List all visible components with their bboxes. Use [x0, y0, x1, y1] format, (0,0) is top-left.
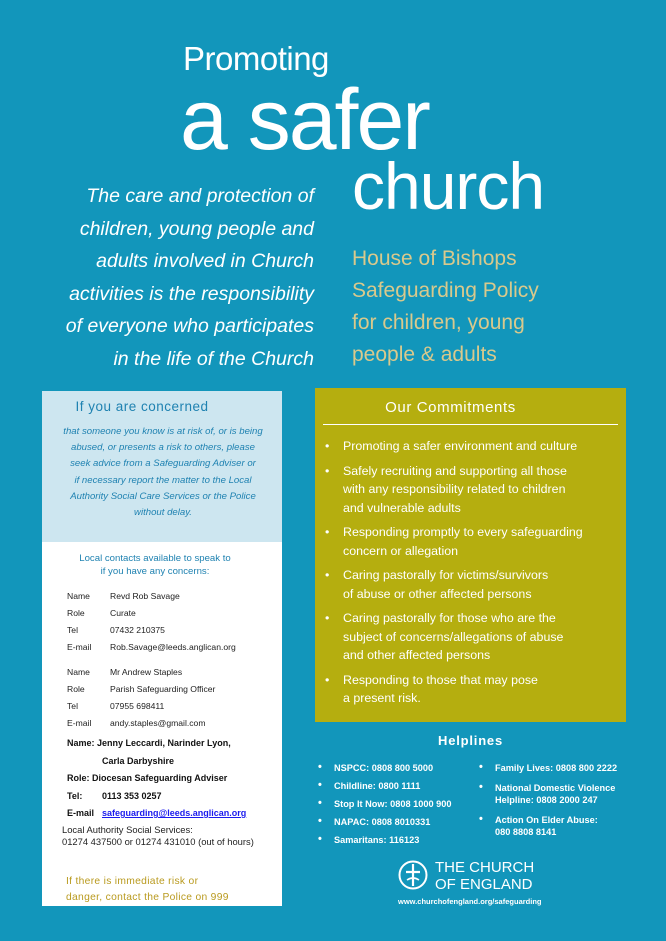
policy-line: House of Bishops	[352, 247, 517, 270]
commitment-line: with any responsibility related to children	[343, 482, 566, 496]
contact-label: Role	[67, 684, 85, 694]
contact-label: Name	[67, 591, 90, 601]
contact-value: 07955 698411	[110, 701, 165, 711]
helpline-item	[318, 762, 488, 774]
commitment-line: Safely recruiting and supporting all those	[343, 463, 567, 478]
bullet-icon: •	[479, 761, 483, 773]
contact-row	[67, 805, 281, 823]
commitments-title: Our Commitments	[385, 399, 516, 416]
concern-line: Authority Social Care Services or the Police	[70, 490, 256, 502]
policy-line: for children, young	[352, 311, 525, 334]
helpline-text: Action On Elder Abuse:	[495, 815, 598, 825]
contact-label: Tel	[67, 625, 78, 635]
policy-line: Safeguarding Policy	[352, 279, 539, 302]
commitment-item	[325, 437, 615, 456]
commitment-line: and other affected persons	[343, 648, 491, 662]
helpline-item	[479, 782, 639, 806]
helpline-text: 080 8808 8141	[495, 827, 557, 837]
concern-line: without delay.	[134, 507, 192, 519]
bullet-icon: •	[325, 463, 330, 478]
contact-role-line: Role: Diocesan Safeguarding Adviser	[67, 773, 228, 783]
commitment-item	[325, 671, 615, 708]
helpline-text: NAPAC: 0808 8010331	[334, 817, 431, 827]
contact-row	[67, 664, 279, 681]
bullet-icon: •	[479, 813, 483, 825]
contact-value: Mr Andrew Staples	[110, 667, 183, 677]
contact-email: Rob.Savage@leeds.anglican.org	[110, 642, 236, 652]
helplines-left-column	[318, 762, 488, 846]
helpline-text: Stop It Now: 0808 1000 900	[334, 799, 452, 809]
concern-text	[52, 424, 274, 521]
contact-email: andy.staples@gmail.com	[110, 718, 206, 728]
local-heading-line: Local contacts available to speak to	[79, 553, 231, 564]
title-promoting: Promoting	[183, 40, 329, 77]
helplines-title: Helplines	[438, 733, 503, 748]
helpline-item	[318, 798, 488, 810]
helpline-text: Helpline: 0808 2000 247	[495, 795, 598, 805]
church-of-england-logo-icon	[398, 858, 428, 892]
safeguarding-url[interactable]: www.churchofengland.org/safeguarding	[398, 897, 542, 906]
bullet-icon: •	[479, 781, 483, 793]
bullet-icon: •	[318, 833, 322, 845]
commitments-divider	[323, 424, 618, 425]
contact-value: Revd Rob Savage	[110, 591, 180, 601]
commitment-line: concern or allegation	[343, 543, 459, 558]
contact-label: E-mail	[67, 642, 92, 652]
contact-value: Parish Safeguarding Officer	[110, 684, 216, 694]
contact-row	[67, 622, 279, 639]
commitment-item	[325, 566, 615, 603]
danger-line: If there is immediate risk or	[66, 876, 199, 887]
bullet-icon: •	[325, 611, 330, 625]
bullet-icon: •	[318, 779, 322, 791]
contact-row	[67, 715, 279, 732]
contact-card-2	[67, 664, 279, 732]
commitment-line: Caring pastorally for victims/survivors	[343, 568, 549, 582]
bullet-icon: •	[325, 568, 330, 582]
la-line: Local Authority Social Services:	[62, 824, 193, 835]
intro-line: adults involved in Church	[96, 250, 314, 272]
helpline-text: Family Lives: 0808 800 2222	[495, 763, 618, 773]
la-line: 01274 437500 or 01274 431010 (out of hours)	[62, 836, 254, 847]
contact-row	[67, 605, 279, 622]
intro-line: children, young people and	[79, 217, 314, 240]
commitments-list	[325, 437, 615, 714]
title-church: church	[352, 149, 545, 223]
contact-label: Tel	[67, 701, 78, 711]
contact-name-line: Name: Jenny Leccardi, Narinder Lyon,	[67, 738, 231, 748]
intro-line: The care and protection of	[86, 185, 314, 207]
bullet-icon: •	[325, 525, 330, 539]
contact-row	[67, 639, 279, 656]
contact-name-line-2: Carla Darbyshire	[102, 755, 175, 766]
concern-line: abused, or presents a risk to others, please	[71, 442, 255, 454]
contact-card-1	[67, 588, 279, 656]
intro-statement	[14, 180, 314, 375]
intro-line: of everyone who participates	[65, 315, 314, 337]
intro-line: in the life of the Church	[113, 347, 314, 370]
helpline-text: National Domestic Violence	[495, 783, 616, 793]
helpline-item	[318, 834, 488, 846]
commitment-item	[325, 462, 615, 518]
helpline-item	[318, 780, 488, 792]
helpline-text: Samaritans: 116123	[334, 835, 420, 845]
contact-value: 07432 210375	[110, 625, 165, 635]
concern-line: if necessary report the matter to the Local	[74, 474, 252, 486]
commitment-line: of abuse or other affected persons	[343, 586, 532, 601]
church-of-england-wordmark	[435, 859, 534, 893]
logo-line: OF ENGLAND	[435, 876, 533, 893]
contact-card-3	[67, 735, 281, 823]
commitment-item	[325, 523, 615, 560]
commitment-line: Caring pastorally for those who are the	[343, 611, 556, 625]
danger-line: danger, contact the Police on 999	[66, 892, 229, 903]
commitment-line: subject of concerns/allegations of abuse	[343, 629, 564, 644]
helpline-item	[479, 762, 639, 774]
policy-line: people & adults	[352, 343, 497, 366]
commitment-line: Responding promptly to every safeguarding	[343, 525, 583, 539]
helpline-text: NSPCC: 0808 800 5000	[334, 763, 434, 773]
concern-title: If you are concerned	[75, 399, 209, 414]
helpline-item	[479, 814, 639, 838]
commitment-line: Promoting a safer environment and culture	[343, 439, 578, 453]
bullet-icon: •	[318, 761, 322, 773]
contact-row	[67, 588, 279, 605]
contact-label: Role	[67, 608, 85, 618]
bullet-icon: •	[318, 815, 322, 827]
title-a-safer: a safer	[180, 72, 429, 168]
contact-label: Tel:	[67, 790, 83, 801]
commitment-line: Responding to those that may pose	[343, 672, 538, 687]
safeguarding-email-link[interactable]: safeguarding@leeds.anglican.org	[102, 808, 247, 818]
local-authority-services	[62, 824, 282, 848]
contact-value: Curate	[110, 608, 136, 618]
local-heading-line: if you have any concerns:	[100, 566, 210, 577]
logo-line: THE CHURCH	[435, 859, 535, 876]
helpline-item	[318, 816, 488, 828]
commitment-line: a present risk.	[343, 691, 421, 705]
contact-label: E-mail	[67, 718, 92, 728]
contact-row	[67, 788, 281, 806]
commitment-line: and vulnerable adults	[343, 500, 461, 515]
intro-line: activities is the responsibility	[69, 282, 314, 305]
local-contacts-heading	[60, 552, 250, 578]
concern-line: that someone you know is at risk of, or is being	[63, 426, 263, 437]
bullet-icon: •	[325, 672, 330, 687]
contact-label: E-mail	[67, 808, 95, 818]
helpline-text: Childline: 0800 1111	[334, 781, 421, 791]
danger-notice	[66, 874, 280, 906]
concern-line: seek advice from a Safeguarding Adviser or	[70, 458, 256, 470]
contact-value: 0113 353 0257	[102, 790, 162, 801]
policy-subtitle	[352, 243, 612, 371]
contact-row	[67, 698, 279, 715]
contact-row	[67, 681, 279, 698]
commitment-item	[325, 609, 615, 665]
contact-label: Name	[67, 667, 90, 677]
bullet-icon: •	[325, 439, 330, 453]
bullet-icon: •	[318, 797, 322, 809]
helplines-right-column	[479, 762, 639, 838]
